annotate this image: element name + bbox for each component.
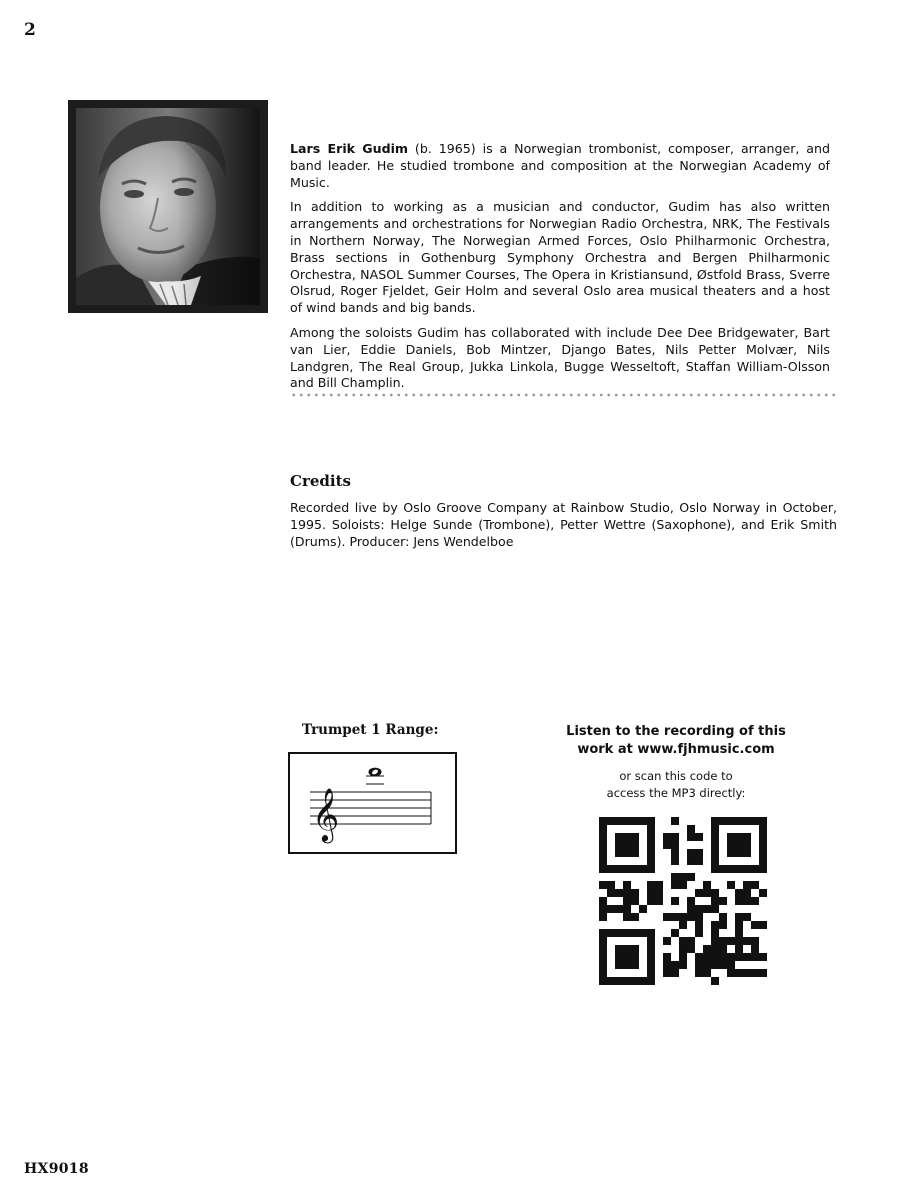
qr-code-icon[interactable] — [599, 817, 767, 985]
composer-portrait-image — [76, 108, 260, 305]
page-number: 2 — [24, 20, 36, 40]
scan-line-1: or scan this code to — [619, 769, 733, 783]
treble-clef-icon: 𝄞 — [312, 787, 340, 841]
recording-line-1: Listen to the recording of this — [566, 724, 786, 739]
scan-instructions — [566, 768, 786, 802]
range-title: Trumpet 1 Range: — [302, 722, 439, 738]
footer-catalog-code: HX9018 — [24, 1161, 89, 1177]
qr-code[interactable] — [599, 817, 767, 985]
bio-paragraph-1 — [290, 141, 830, 191]
composer-photo — [68, 100, 268, 313]
high-note-icon — [369, 768, 382, 777]
recording-info — [566, 723, 786, 759]
recording-line-2: work at www.fjhmusic.com — [577, 742, 775, 757]
range-staff-box — [288, 752, 457, 854]
dotted-divider — [290, 393, 838, 397]
bio-paragraph-2: In addition to working as a musician and conductor, Gudim has also written arrangements and orchestrations for Norwegian Radio Orchestra, NRK, The Festivals in Northern Norway, The Norwegian Armed Forces, Oslo Philharmonic Orchestra, Brass sections in Gothenburg Symphony Orchestra and Bergen Philharmonic Orchestra, NASOL Summer Courses, The Opera in Kristiansund, Østfold Brass, Sverre Olsrud, Roger Fjeldet, Geir Holm and several Oslo area musical theaters and a host of wind bands and big bands. — [290, 199, 830, 316]
credits-heading: Credits — [290, 472, 351, 490]
scan-line-2: access the MP3 directly: — [606, 786, 746, 800]
range-staff — [290, 754, 455, 852]
composer-biography — [290, 141, 830, 400]
composer-name: Lars Erik Gudim — [290, 141, 409, 156]
credits-text: Recorded live by Oslo Groove Company at Rainbow Studio, Oslo Norway in October, 1995. Soloists: Helge Sunde (Trombone), Petter Wettre (Saxophone), and Erik Smith (Drums). Producer: Jens Wendelboe — [290, 500, 837, 549]
bio-paragraph-3: Among the soloists Gudim has collaborated with include Dee Dee Bridgewater, Bart van Lier, Eddie Daniels, Bob Mintzer, Django Bates, Nils Petter Molvær, Nils Landgren, The Real Group, Jukka Linkola, Bugge Wesseltoft, Staffan William-Olsson and Bill Champlin. — [290, 324, 830, 391]
bio-intro-text: (b. 1965) is a Norwegian trombonist, composer, arranger, and band leader. He studied trombone and composition at the Norwegian Academy of Music. — [290, 141, 830, 190]
